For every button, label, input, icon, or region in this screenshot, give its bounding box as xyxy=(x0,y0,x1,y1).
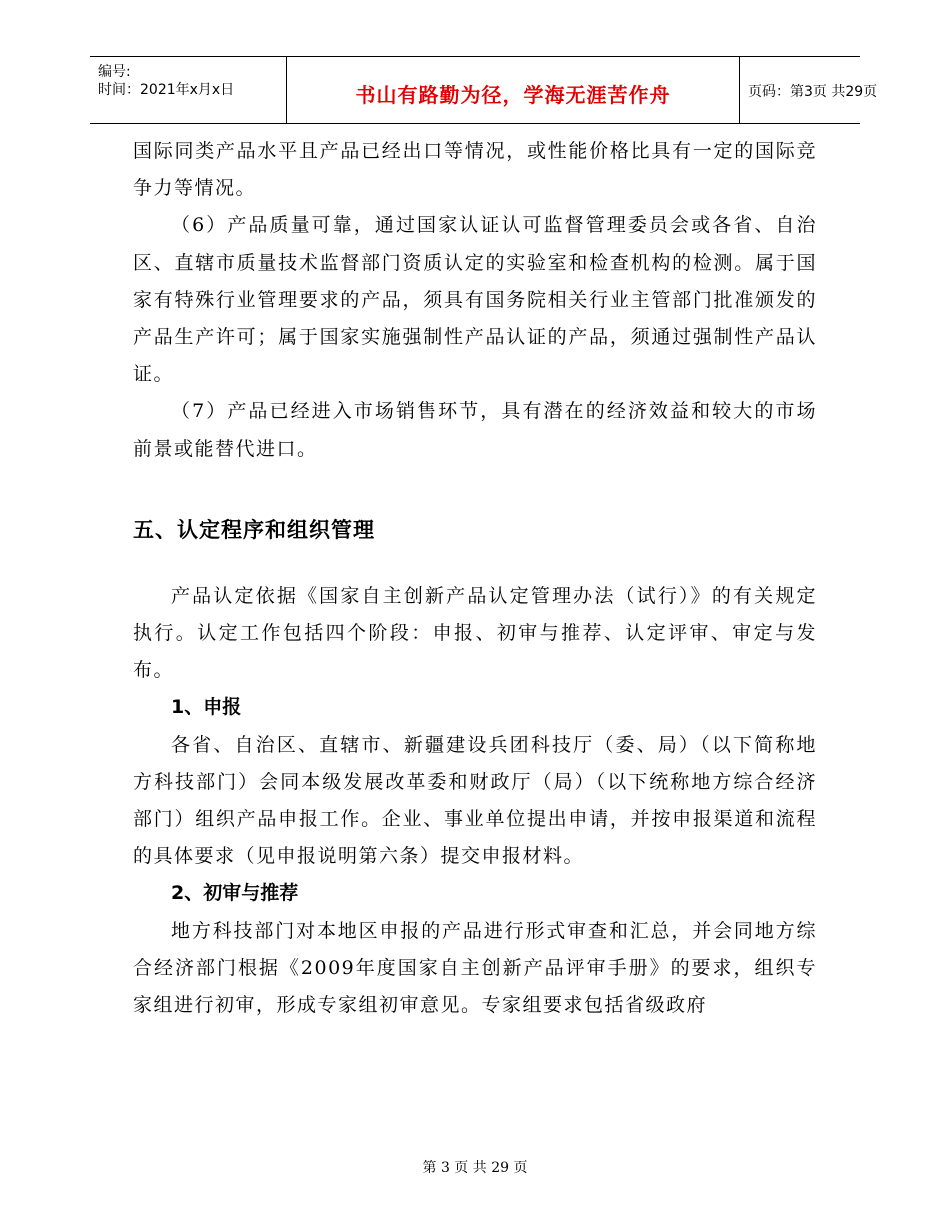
page-footer: 第 3 页 共 29 页 xyxy=(422,1160,528,1176)
paragraph-item-6: （6）产品质量可靠，通过国家认证认可监督管理委员会或各省、自治区、直辖市质量技术监督部门资质认定的实验室和检查机构的检测。属于国家有特殊行业管理要求的产品，须具有国务院相关行业主管部门批准颁发的产品生产许可；属于国家实施强制性产品认证的产品，须通过强制性产品认证。 xyxy=(133,214,817,386)
document-code-label: 编号: xyxy=(98,64,131,80)
header-page-cell xyxy=(738,57,878,123)
paragraph-item-7: （7）产品已经进入市场销售环节，具有潜在的经济效益和较大的市场前景或能替代进口。 xyxy=(133,400,817,460)
paragraph-intro: 产品认定依据《国家自主创新产品认定管理办法（试行）》的有关规定执行。认定工作包括四个阶段：申报、初审与推荐、认定评审、审定与发布。 xyxy=(133,584,817,682)
subheading-preliminary-review: 2、初审与推荐 xyxy=(171,882,299,905)
header-page-info: 页码：第3页 共29页 xyxy=(748,84,878,100)
paragraph-preliminary-review: 地方科技部门对本地区申报的产品进行形式审查和汇总，并会同地方综合经济部门根据《2009年度国家自主创新产品评审手册》的要求，组织专家组进行初审，形成专家组初审意见。专家组要求包括省级政府 xyxy=(133,919,817,1017)
header-meta-cell xyxy=(90,57,286,123)
paragraph-application: 各省、自治区、直辖市、新疆建设兵团科技厅（委、局）（以下简称地方科技部门）会同本级发展改革委和财政厅（局）（以下统称地方综合经济部门）组织产品申报工作。企业、事业单位提出申请，并按申报渠道和流程的具体要求（见申报说明第六条）提交申报材料。 xyxy=(133,733,817,868)
subheading-application: 1、申报 xyxy=(171,696,242,719)
section-heading: 五、认定程序和组织管理 xyxy=(133,517,375,542)
paragraph-continuation: 国际同类产品水平且产品已经出口等情况，或性能价格比具有一定的国际竞争力等情况。 xyxy=(133,140,817,200)
header-motto: 书山有路勤为径，学海无涯苦作舟 xyxy=(355,83,671,107)
document-date-label: 时间：2021年x月x日 xyxy=(98,82,235,98)
page-header xyxy=(90,56,878,124)
header-motto-cell xyxy=(286,57,740,123)
document-body xyxy=(133,133,817,1024)
